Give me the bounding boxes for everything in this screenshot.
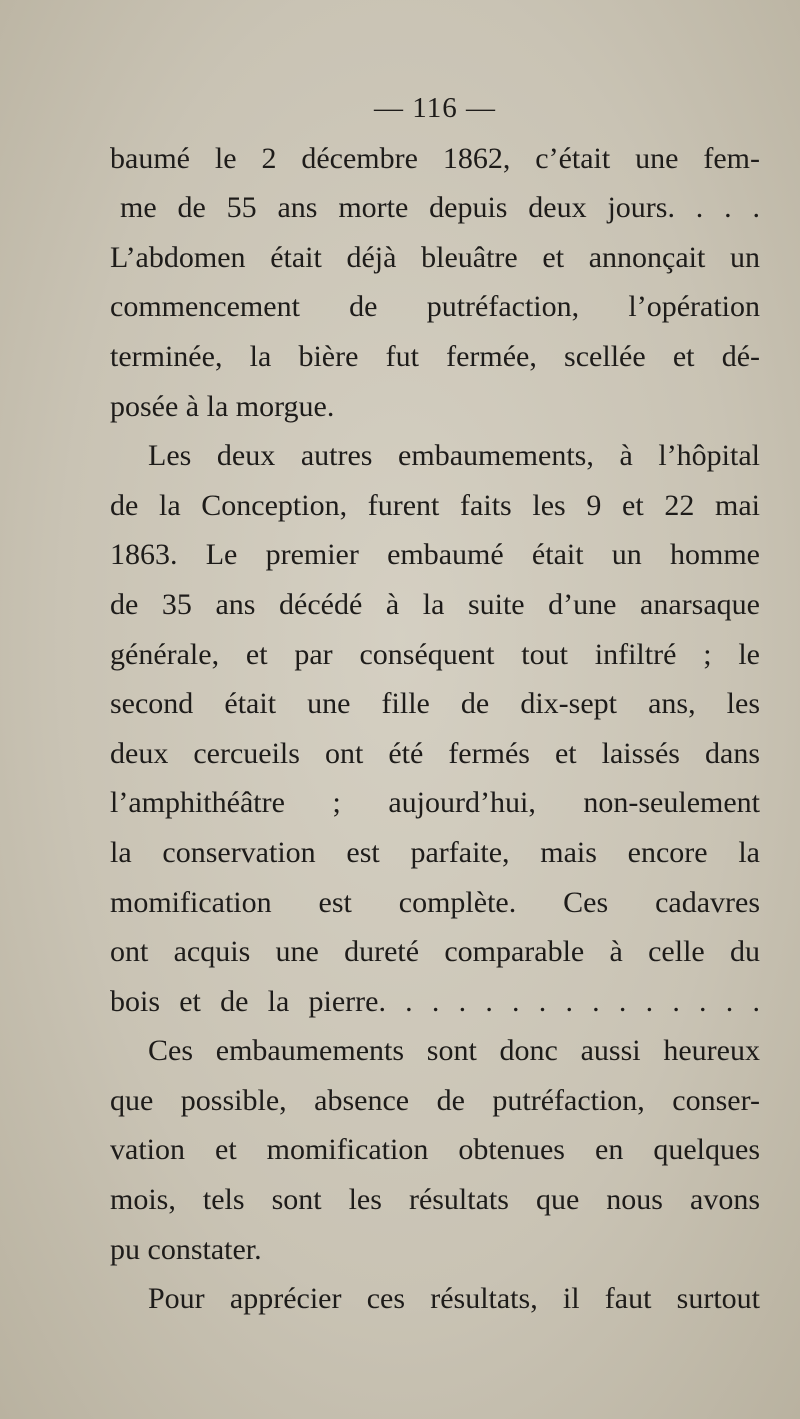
text-line: générale, et par conséquent tout infiltré ; le [110, 637, 760, 671]
text-line: 1863. Le premier embaumé était un homme [110, 538, 760, 572]
text-line: commencement de putréfaction, l’opération [110, 290, 760, 324]
text-line: terminée, la bière fut fermée, scellée et dé- [110, 339, 760, 373]
page-text-block [110, 84, 760, 1324]
text-line: l’amphithéâtre ; aujourd’hui, non-seulement [110, 786, 760, 820]
text-line: ont acquis une dureté comparable à celle du [110, 935, 760, 969]
text-line: que possible, absence de putréfaction, conser- [110, 1083, 760, 1117]
page-number: — 116 — [374, 92, 496, 124]
text-line: L’abdomen était déjà bleuâtre et annonçait un [110, 240, 760, 274]
text-line: me de 55 ans morte depuis deux jours. . . . [120, 191, 760, 225]
text-line: de la Conception, furent faits les 9 et 22 mai [110, 488, 760, 522]
text-line: posée à la morgue. [110, 389, 335, 423]
text-line: baumé le 2 décembre 1862, c’était une fem- [110, 141, 760, 175]
text-line: momification est complète. Ces cadavres [110, 885, 760, 919]
text-line: second était une fille de dix-sept ans, les [110, 687, 760, 721]
text-line: deux cercueils ont été fermés et laissés dans [110, 736, 760, 770]
paragraph-start-line: Ces embaumements sont donc aussi heureux [148, 1034, 760, 1068]
text-line: la conservation est parfaite, mais encore la [110, 835, 760, 869]
text-line: pu constater. [110, 1232, 262, 1266]
text-line: bois et de la pierre. . . . . . . . . . . . . . . [110, 984, 760, 1018]
paragraph-start-line: Les deux autres embaumements, à l’hôpital [148, 439, 760, 473]
paragraph-start-line: Pour apprécier ces résultats, il faut surtout [148, 1282, 760, 1316]
text-line: mois, tels sont les résultats que nous avons [110, 1183, 760, 1217]
text-line: de 35 ans décédé à la suite d’une anarsaque [110, 587, 760, 621]
text-line: vation et momification obtenues en quelques [110, 1133, 760, 1167]
